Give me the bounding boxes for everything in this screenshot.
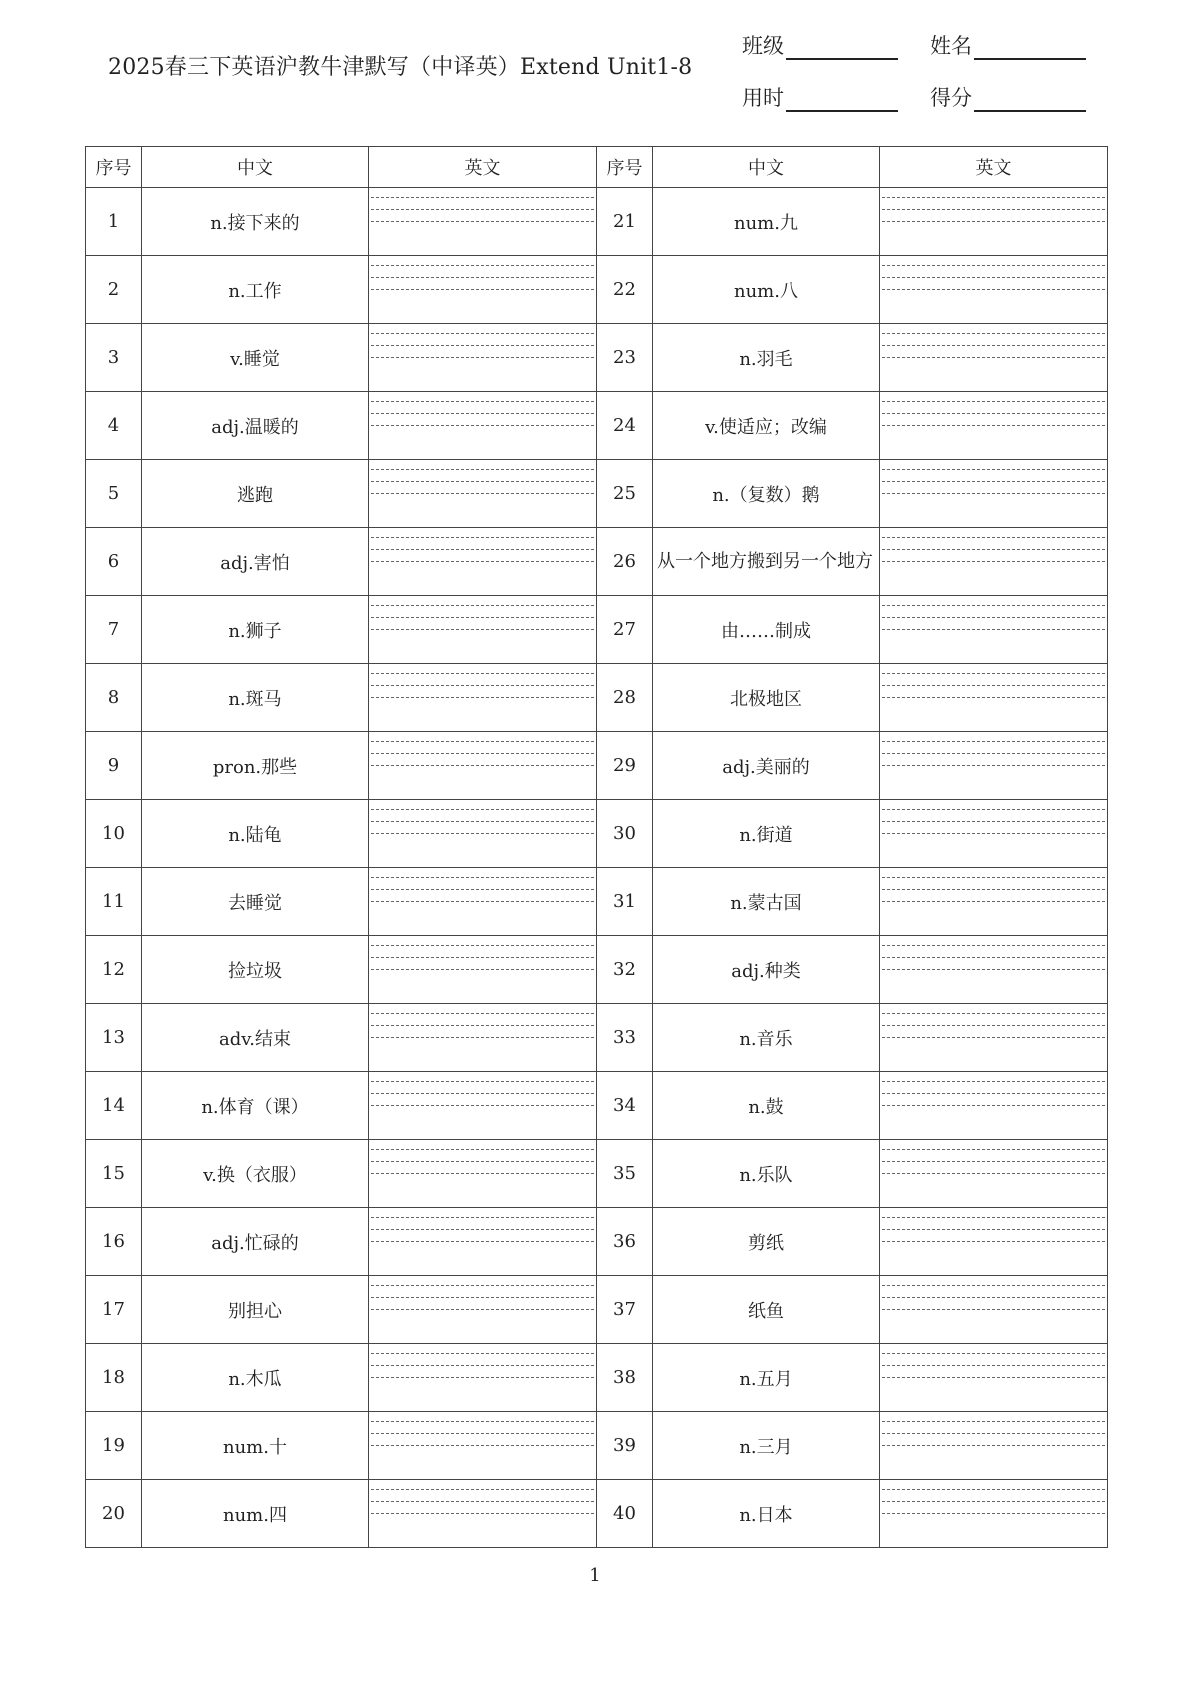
answer-guide-line: [882, 1081, 1105, 1082]
answer-guide-line: [371, 1377, 594, 1378]
english-answer-cell[interactable]: [880, 528, 1108, 596]
chinese-prompt: adj.忙碌的: [142, 1208, 369, 1276]
chinese-prompt: 由……制成: [653, 596, 880, 664]
chinese-prompt: num.八: [653, 256, 880, 324]
answer-guide-line: [371, 413, 594, 414]
answer-guide-line: [882, 561, 1105, 562]
chinese-prompt: n.音乐: [653, 1004, 880, 1072]
answer-guide-line: [882, 221, 1105, 222]
item-number: 10: [86, 800, 142, 868]
item-number: 35: [597, 1140, 653, 1208]
chinese-prompt: 纸鱼: [653, 1276, 880, 1344]
table-row: [86, 188, 1108, 256]
chinese-prompt: n.（复数）鹅: [653, 460, 880, 528]
score-blank[interactable]: [974, 88, 1086, 112]
english-answer-cell[interactable]: [369, 1480, 597, 1548]
answer-guide-line: [882, 741, 1105, 742]
item-number: 3: [86, 324, 142, 392]
table-header-row: [86, 147, 1108, 188]
chinese-prompt: adj.害怕: [142, 528, 369, 596]
item-number: 36: [597, 1208, 653, 1276]
answer-guide-line: [371, 1353, 594, 1354]
chinese-prompt: n.斑马: [142, 664, 369, 732]
answer-guide-line: [371, 1421, 594, 1422]
item-number: 24: [597, 392, 653, 460]
item-number: 28: [597, 664, 653, 732]
english-answer-cell[interactable]: [369, 528, 597, 596]
header-english-right: 英文: [880, 147, 1108, 188]
item-number: 11: [86, 868, 142, 936]
score-label: 得分: [930, 86, 972, 110]
chinese-prompt: v.使适应；改编: [653, 392, 880, 460]
answer-guide-line: [882, 1433, 1105, 1434]
answer-guide-line: [882, 469, 1105, 470]
table-row: [86, 256, 1108, 324]
table-row: [86, 868, 1108, 936]
table-row: [86, 596, 1108, 664]
answer-guide-line: [371, 957, 594, 958]
answer-guide-line: [882, 1241, 1105, 1242]
chinese-prompt: 捡垃圾: [142, 936, 369, 1004]
answer-guide-line: [882, 1037, 1105, 1038]
score-field: [930, 82, 1086, 112]
chinese-prompt: n.鼓: [653, 1072, 880, 1140]
english-answer-cell[interactable]: [880, 868, 1108, 936]
answer-guide-line: [371, 1081, 594, 1082]
answer-guide-line: [371, 1445, 594, 1446]
class-label: 班级: [742, 34, 784, 58]
table-row: [86, 1480, 1108, 1548]
answer-guide-line: [882, 1297, 1105, 1298]
chinese-prompt: n.羽毛: [653, 324, 880, 392]
chinese-prompt: 别担心: [142, 1276, 369, 1344]
answer-guide-line: [371, 877, 594, 878]
class-blank[interactable]: [786, 36, 898, 60]
answer-guide-line: [371, 1489, 594, 1490]
table-row: [86, 664, 1108, 732]
table-row: [86, 1276, 1108, 1344]
answer-guide-line: [371, 629, 594, 630]
answer-guide-line: [882, 1377, 1105, 1378]
answer-guide-line: [371, 1501, 594, 1502]
answer-guide-line: [371, 537, 594, 538]
answer-guide-line: [371, 333, 594, 334]
item-number: 23: [597, 324, 653, 392]
answer-guide-line: [371, 1105, 594, 1106]
time-field: [742, 82, 898, 112]
answer-guide-line: [371, 1365, 594, 1366]
item-number: 32: [597, 936, 653, 1004]
table-row: [86, 1412, 1108, 1480]
answer-guide-line: [882, 289, 1105, 290]
answer-guide-line: [371, 1241, 594, 1242]
answer-guide-line: [371, 1093, 594, 1094]
english-answer-cell[interactable]: [880, 1004, 1108, 1072]
chinese-prompt: pron.那些: [142, 732, 369, 800]
item-number: 19: [86, 1412, 142, 1480]
answer-guide-line: [882, 753, 1105, 754]
item-number: 4: [86, 392, 142, 460]
answer-guide-line: [371, 197, 594, 198]
answer-guide-line: [371, 425, 594, 426]
item-number: 18: [86, 1344, 142, 1412]
answer-guide-line: [882, 1105, 1105, 1106]
worksheet-title: 2025春三下英语沪教牛津默写（中译英）Extend Unit1-8: [108, 55, 693, 80]
item-number: 34: [597, 1072, 653, 1140]
english-answer-cell[interactable]: [369, 1072, 597, 1140]
item-number: 6: [86, 528, 142, 596]
answer-guide-line: [882, 493, 1105, 494]
answer-guide-line: [371, 1161, 594, 1162]
answer-guide-line: [371, 1217, 594, 1218]
english-answer-cell[interactable]: [880, 1344, 1108, 1412]
english-answer-cell[interactable]: [369, 188, 597, 256]
english-answer-cell[interactable]: [880, 460, 1108, 528]
table-row: [86, 732, 1108, 800]
table-row: [86, 324, 1108, 392]
english-answer-cell[interactable]: [369, 596, 597, 664]
item-number: 1: [86, 188, 142, 256]
english-answer-cell[interactable]: [369, 392, 597, 460]
answer-guide-line: [882, 1173, 1105, 1174]
chinese-prompt: n.接下来的: [142, 188, 369, 256]
chinese-prompt: 剪纸: [653, 1208, 880, 1276]
chinese-prompt: adj.种类: [653, 936, 880, 1004]
answer-guide-line: [882, 945, 1105, 946]
answer-guide-line: [371, 1013, 594, 1014]
item-number: 22: [597, 256, 653, 324]
answer-guide-line: [882, 537, 1105, 538]
table-row: [86, 800, 1108, 868]
answer-guide-line: [882, 629, 1105, 630]
item-number: 30: [597, 800, 653, 868]
answer-guide-line: [371, 753, 594, 754]
answer-guide-line: [371, 1229, 594, 1230]
answer-guide-line: [371, 469, 594, 470]
english-answer-cell[interactable]: [369, 1004, 597, 1072]
english-answer-cell[interactable]: [880, 256, 1108, 324]
answer-guide-line: [371, 1173, 594, 1174]
chinese-prompt: v.换（衣服）: [142, 1140, 369, 1208]
item-number: 14: [86, 1072, 142, 1140]
english-answer-cell[interactable]: [369, 800, 597, 868]
answer-guide-line: [371, 401, 594, 402]
answer-guide-line: [371, 685, 594, 686]
chinese-prompt: 逃跑: [142, 460, 369, 528]
english-answer-cell[interactable]: [369, 732, 597, 800]
english-answer-cell[interactable]: [880, 392, 1108, 460]
answer-guide-line: [371, 1285, 594, 1286]
english-answer-cell[interactable]: [369, 460, 597, 528]
answer-guide-line: [371, 221, 594, 222]
answer-guide-line: [371, 889, 594, 890]
chinese-prompt: n.乐队: [653, 1140, 880, 1208]
table-row: [86, 1344, 1108, 1412]
answer-guide-line: [882, 209, 1105, 210]
english-answer-cell[interactable]: [369, 1140, 597, 1208]
chinese-prompt: n.狮子: [142, 596, 369, 664]
answer-guide-line: [882, 833, 1105, 834]
answer-guide-line: [882, 697, 1105, 698]
answer-guide-line: [882, 877, 1105, 878]
answer-guide-line: [371, 617, 594, 618]
answer-guide-line: [371, 605, 594, 606]
english-answer-cell[interactable]: [880, 1412, 1108, 1480]
answer-guide-line: [882, 1309, 1105, 1310]
answer-guide-line: [882, 1093, 1105, 1094]
chinese-prompt: 北极地区: [653, 664, 880, 732]
answer-guide-line: [882, 1421, 1105, 1422]
answer-guide-line: [371, 561, 594, 562]
english-answer-cell[interactable]: [369, 868, 597, 936]
item-number: 26: [597, 528, 653, 596]
answer-guide-line: [371, 969, 594, 970]
answer-guide-line: [371, 697, 594, 698]
item-number: 40: [597, 1480, 653, 1548]
table-row: [86, 528, 1108, 596]
answer-guide-line: [882, 413, 1105, 414]
english-answer-cell[interactable]: [369, 1344, 597, 1412]
chinese-prompt: n.蒙古国: [653, 868, 880, 936]
answer-guide-line: [882, 197, 1105, 198]
item-number: 12: [86, 936, 142, 1004]
table-row: [86, 392, 1108, 460]
answer-guide-line: [371, 1513, 594, 1514]
answer-guide-line: [371, 673, 594, 674]
answer-guide-line: [371, 481, 594, 482]
item-number: 37: [597, 1276, 653, 1344]
header-number-right: 序号: [597, 147, 653, 188]
chinese-prompt: n.陆龟: [142, 800, 369, 868]
item-number: 16: [86, 1208, 142, 1276]
item-number: 39: [597, 1412, 653, 1480]
table-row: [86, 1004, 1108, 1072]
page-number: 1: [589, 1565, 601, 1586]
answer-guide-line: [882, 345, 1105, 346]
answer-guide-line: [882, 265, 1105, 266]
answer-guide-line: [371, 1309, 594, 1310]
chinese-prompt: 去睡觉: [142, 868, 369, 936]
answer-guide-line: [882, 765, 1105, 766]
chinese-prompt: n.三月: [653, 1412, 880, 1480]
item-number: 2: [86, 256, 142, 324]
time-blank[interactable]: [786, 88, 898, 112]
dictation-table: [85, 146, 1108, 1548]
answer-guide-line: [371, 1433, 594, 1434]
answer-guide-line: [882, 809, 1105, 810]
answer-guide-line: [882, 673, 1105, 674]
item-number: 25: [597, 460, 653, 528]
english-answer-cell[interactable]: [880, 936, 1108, 1004]
answer-guide-line: [371, 493, 594, 494]
answer-guide-line: [371, 1025, 594, 1026]
item-number: 9: [86, 732, 142, 800]
chinese-prompt: n.街道: [653, 800, 880, 868]
header-number-left: 序号: [86, 147, 142, 188]
answer-guide-line: [882, 1229, 1105, 1230]
answer-guide-line: [371, 209, 594, 210]
answer-guide-line: [882, 1217, 1105, 1218]
answer-guide-line: [882, 481, 1105, 482]
time-label: 用时: [742, 86, 784, 110]
table-row: [86, 1208, 1108, 1276]
english-answer-cell[interactable]: [369, 1412, 597, 1480]
english-answer-cell[interactable]: [880, 1140, 1108, 1208]
chinese-prompt: adv.结束: [142, 1004, 369, 1072]
header-english-left: 英文: [369, 147, 597, 188]
item-number: 8: [86, 664, 142, 732]
item-number: 38: [597, 1344, 653, 1412]
item-number: 20: [86, 1480, 142, 1548]
answer-guide-line: [371, 945, 594, 946]
answer-guide-line: [882, 1353, 1105, 1354]
english-answer-cell[interactable]: [880, 324, 1108, 392]
answer-guide-line: [882, 605, 1105, 606]
english-answer-cell[interactable]: [369, 664, 597, 732]
english-answer-cell[interactable]: [369, 936, 597, 1004]
english-answer-cell[interactable]: [880, 1276, 1108, 1344]
answer-guide-line: [882, 1013, 1105, 1014]
answer-guide-line: [882, 901, 1105, 902]
answer-guide-line: [882, 1513, 1105, 1514]
name-label: 姓名: [930, 34, 972, 58]
english-answer-cell[interactable]: [369, 324, 597, 392]
english-answer-cell[interactable]: [880, 800, 1108, 868]
answer-guide-line: [882, 957, 1105, 958]
table-row: [86, 460, 1108, 528]
answer-guide-line: [882, 889, 1105, 890]
item-number: 21: [597, 188, 653, 256]
chinese-prompt: num.四: [142, 1480, 369, 1548]
table-row: [86, 1072, 1108, 1140]
answer-guide-line: [882, 821, 1105, 822]
chinese-prompt: num.九: [653, 188, 880, 256]
answer-guide-line: [882, 1149, 1105, 1150]
english-answer-cell[interactable]: [369, 256, 597, 324]
answer-guide-line: [882, 549, 1105, 550]
answer-guide-line: [882, 617, 1105, 618]
answer-guide-line: [882, 1445, 1105, 1446]
answer-guide-line: [371, 809, 594, 810]
chinese-prompt: adj.美丽的: [653, 732, 880, 800]
item-number: 31: [597, 868, 653, 936]
answer-guide-line: [371, 549, 594, 550]
answer-guide-line: [371, 289, 594, 290]
answer-guide-line: [882, 1365, 1105, 1366]
item-number: 15: [86, 1140, 142, 1208]
chinese-prompt: adj.温暖的: [142, 392, 369, 460]
english-answer-cell[interactable]: [369, 1208, 597, 1276]
item-number: 7: [86, 596, 142, 664]
chinese-prompt: n.体育（课）: [142, 1072, 369, 1140]
answer-guide-line: [371, 821, 594, 822]
english-answer-cell[interactable]: [880, 732, 1108, 800]
answer-guide-line: [882, 1161, 1105, 1162]
answer-guide-line: [882, 1025, 1105, 1026]
chinese-prompt: n.五月: [653, 1344, 880, 1412]
english-answer-cell[interactable]: [369, 1276, 597, 1344]
english-answer-cell[interactable]: [880, 664, 1108, 732]
chinese-prompt: v.睡觉: [142, 324, 369, 392]
english-answer-cell[interactable]: [880, 1480, 1108, 1548]
class-field: [742, 30, 898, 60]
answer-guide-line: [882, 1285, 1105, 1286]
item-number: 27: [597, 596, 653, 664]
chinese-prompt: n.工作: [142, 256, 369, 324]
table-row: [86, 936, 1108, 1004]
english-answer-cell[interactable]: [880, 188, 1108, 256]
answer-guide-line: [882, 401, 1105, 402]
chinese-prompt: n.木瓜: [142, 1344, 369, 1412]
answer-guide-line: [371, 265, 594, 266]
name-field: [930, 30, 1086, 60]
english-answer-cell[interactable]: [880, 1208, 1108, 1276]
answer-guide-line: [371, 901, 594, 902]
english-answer-cell[interactable]: [880, 1072, 1108, 1140]
answer-guide-line: [882, 685, 1105, 686]
answer-guide-line: [371, 345, 594, 346]
header-chinese-right: 中文: [653, 147, 880, 188]
answer-guide-line: [371, 1297, 594, 1298]
answer-guide-line: [882, 333, 1105, 334]
chinese-prompt: 从一个地方搬到另一个地方: [653, 528, 880, 596]
table-row: [86, 1140, 1108, 1208]
item-number: 29: [597, 732, 653, 800]
chinese-prompt: num.十: [142, 1412, 369, 1480]
answer-guide-line: [371, 741, 594, 742]
item-number: 33: [597, 1004, 653, 1072]
answer-guide-line: [371, 277, 594, 278]
answer-guide-line: [882, 969, 1105, 970]
answer-guide-line: [371, 1149, 594, 1150]
chinese-prompt: n.日本: [653, 1480, 880, 1548]
item-number: 5: [86, 460, 142, 528]
answer-guide-line: [882, 425, 1105, 426]
english-answer-cell[interactable]: [880, 596, 1108, 664]
answer-guide-line: [882, 357, 1105, 358]
answer-guide-line: [371, 357, 594, 358]
item-number: 17: [86, 1276, 142, 1344]
name-blank[interactable]: [974, 36, 1086, 60]
header-chinese-left: 中文: [142, 147, 369, 188]
answer-guide-line: [371, 1037, 594, 1038]
item-number: 13: [86, 1004, 142, 1072]
answer-guide-line: [882, 1489, 1105, 1490]
answer-guide-line: [882, 1501, 1105, 1502]
answer-guide-line: [371, 765, 594, 766]
answer-guide-line: [882, 277, 1105, 278]
answer-guide-line: [371, 833, 594, 834]
